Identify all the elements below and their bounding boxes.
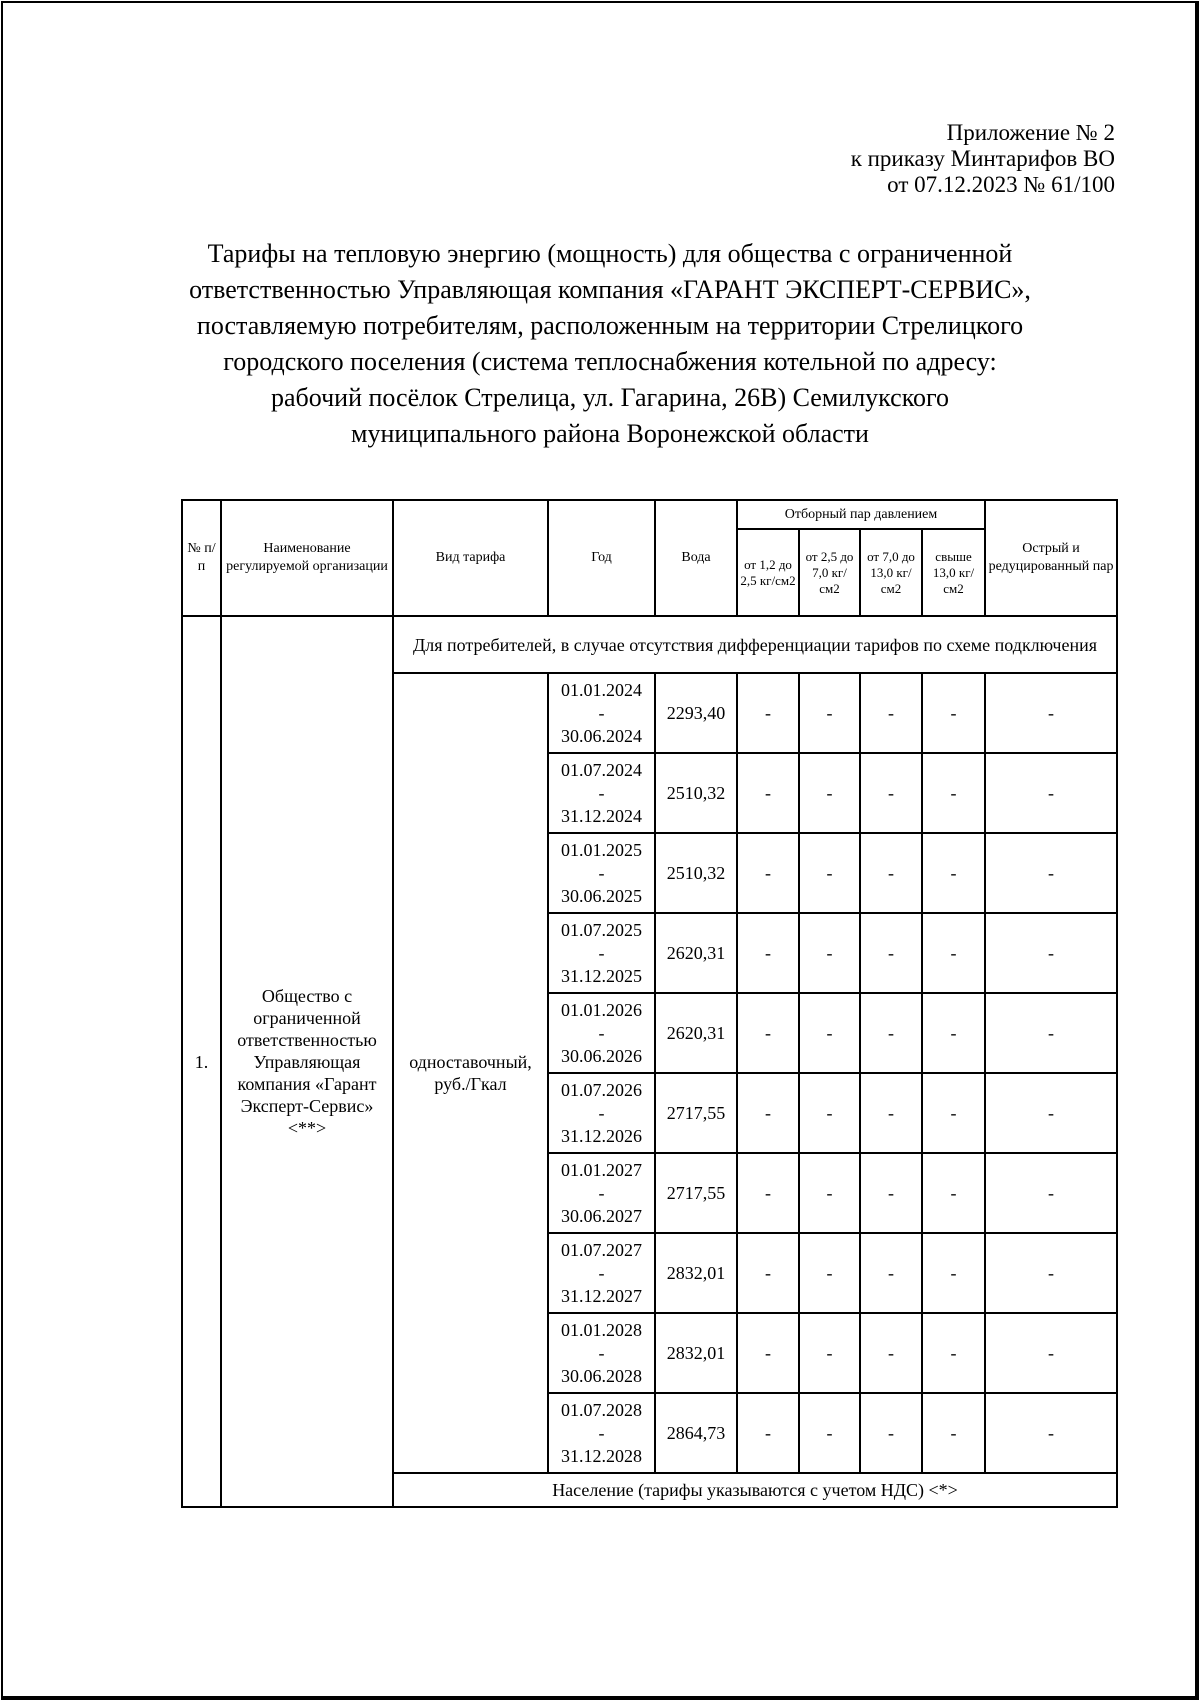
row-number: 1.	[182, 616, 221, 1507]
steam-1-value: -	[737, 1233, 799, 1313]
steam-4-value: -	[922, 753, 985, 833]
steam-3-value: -	[860, 673, 922, 753]
steam-3-value: -	[860, 1073, 922, 1153]
water-value: 2864,73	[655, 1393, 737, 1473]
sharp-steam-value: -	[985, 673, 1117, 753]
steam-2-value: -	[799, 1233, 860, 1313]
header-number: № п/п	[182, 500, 221, 616]
section-consumers: Для потребителей, в случае отсутствия дифференциации тарифов по схеме подключения	[393, 616, 1117, 673]
period-to: 30.06.2024	[561, 725, 642, 746]
steam-3-value: -	[860, 1393, 922, 1473]
sharp-steam-value: -	[985, 913, 1117, 993]
period-cell	[548, 673, 655, 753]
sharp-steam-value: -	[985, 993, 1117, 1073]
steam-3-value: -	[860, 1313, 922, 1393]
period-from: 01.01.2027	[561, 1159, 642, 1180]
title-line: муниципального района Воронежской области	[351, 419, 869, 448]
sharp-steam-value: -	[985, 1153, 1117, 1233]
appendix-line: к приказу Минтарифов ВО	[850, 146, 1115, 171]
water-value: 2717,55	[655, 1153, 737, 1233]
header-steam-3: от 7,0 до 13,0 кг/см2	[860, 529, 922, 616]
document-title	[160, 236, 1060, 452]
sharp-steam-value: -	[985, 833, 1117, 913]
period-separator: -	[598, 1102, 605, 1123]
period-to: 30.06.2027	[561, 1205, 642, 1226]
steam-1-value: -	[737, 1393, 799, 1473]
steam-3-value: -	[860, 993, 922, 1073]
steam-1-value: -	[737, 833, 799, 913]
title-line: Тарифы на тепловую энергию (мощность) для общества с ограниченной	[207, 239, 1013, 268]
period-cell	[548, 1073, 655, 1153]
period-separator: -	[598, 1422, 605, 1443]
steam-3-value: -	[860, 913, 922, 993]
period-to: 31.12.2028	[561, 1445, 642, 1466]
period-separator: -	[598, 862, 605, 883]
water-value: 2293,40	[655, 673, 737, 753]
sharp-steam-value: -	[985, 1313, 1117, 1393]
header-steam-2: от 2,5 до 7,0 кг/см2	[799, 529, 860, 616]
period-from: 01.07.2025	[561, 919, 642, 940]
water-value: 2510,32	[655, 753, 737, 833]
header-sharp-steam: Острый и редуцированный пар	[985, 500, 1117, 616]
sharp-steam-value: -	[985, 1073, 1117, 1153]
period-to: 30.06.2025	[561, 885, 642, 906]
water-value: 2832,01	[655, 1233, 737, 1313]
period-separator: -	[598, 942, 605, 963]
steam-2-value: -	[799, 993, 860, 1073]
period-from: 01.01.2024	[561, 679, 642, 700]
steam-2-value: -	[799, 753, 860, 833]
period-to: 30.06.2028	[561, 1365, 642, 1386]
period-cell	[548, 753, 655, 833]
steam-1-value: -	[737, 1073, 799, 1153]
water-value: 2620,31	[655, 993, 737, 1073]
water-value: 2717,55	[655, 1073, 737, 1153]
steam-4-value: -	[922, 1073, 985, 1153]
tariff-kind: одноставочный, руб./Гкал	[393, 673, 548, 1473]
period-from: 01.01.2025	[561, 839, 642, 860]
period-from: 01.07.2024	[561, 759, 642, 780]
header-tariff-type: Вид тарифа	[393, 500, 548, 616]
header-organization: Наименование регулируемой организации	[221, 500, 393, 616]
period-cell	[548, 1233, 655, 1313]
period-cell	[548, 913, 655, 993]
steam-1-value: -	[737, 1313, 799, 1393]
header-steam-group: Отборный пар давлением	[737, 500, 985, 529]
steam-4-value: -	[922, 913, 985, 993]
period-cell	[548, 1153, 655, 1233]
period-separator: -	[598, 1342, 605, 1363]
period-separator: -	[598, 782, 605, 803]
steam-3-value: -	[860, 1233, 922, 1313]
steam-3-value: -	[860, 833, 922, 913]
steam-4-value: -	[922, 1153, 985, 1233]
water-value: 2510,32	[655, 833, 737, 913]
steam-2-value: -	[799, 1393, 860, 1473]
tariff-table	[181, 499, 1118, 1508]
title-line: ответственностью Управляющая компания «ГАРАНТ ЭКСПЕРТ-СЕРВИС»,	[189, 275, 1031, 304]
steam-1-value: -	[737, 993, 799, 1073]
period-to: 31.12.2025	[561, 965, 642, 986]
steam-2-value: -	[799, 1073, 860, 1153]
title-line: поставляемую потребителям, расположенным на территории Стрелицкого	[196, 311, 1024, 340]
appendix-line: от 07.12.2023 № 61/100	[887, 172, 1115, 197]
header-steam-1: от 1,2 до 2,5 кг/см2	[737, 529, 799, 616]
steam-3-value: -	[860, 753, 922, 833]
period-from: 01.01.2026	[561, 999, 642, 1020]
steam-2-value: -	[799, 833, 860, 913]
section-population: Население (тарифы указываются с учетом НДС) <*>	[393, 1473, 1117, 1507]
period-separator: -	[598, 702, 605, 723]
header-year: Год	[548, 500, 655, 616]
steam-1-value: -	[737, 753, 799, 833]
title-line: городского поселения (система теплоснабжения котельной по адресу:	[223, 347, 997, 376]
period-separator: -	[598, 1022, 605, 1043]
period-from: 01.07.2028	[561, 1399, 642, 1420]
steam-2-value: -	[799, 913, 860, 993]
period-from: 01.07.2027	[561, 1239, 642, 1260]
steam-4-value: -	[922, 1393, 985, 1473]
title-line: рабочий посёлок Стрелица, ул. Гагарина, 26В) Семилукского	[270, 383, 950, 412]
steam-1-value: -	[737, 673, 799, 753]
period-separator: -	[598, 1182, 605, 1203]
header-steam-4: свыше 13,0 кг/см2	[922, 529, 985, 616]
period-to: 31.12.2024	[561, 805, 642, 826]
sharp-steam-value: -	[985, 1393, 1117, 1473]
period-separator: -	[598, 1262, 605, 1283]
appendix-line: Приложение № 2	[946, 120, 1115, 145]
water-value: 2620,31	[655, 913, 737, 993]
period-from: 01.07.2026	[561, 1079, 642, 1100]
period-to: 30.06.2026	[561, 1045, 642, 1066]
period-to: 31.12.2026	[561, 1125, 642, 1146]
water-value: 2832,01	[655, 1313, 737, 1393]
sharp-steam-value: -	[985, 1233, 1117, 1313]
steam-4-value: -	[922, 833, 985, 913]
steam-4-value: -	[922, 673, 985, 753]
steam-3-value: -	[860, 1153, 922, 1233]
header-water: Вода	[655, 500, 737, 616]
steam-1-value: -	[737, 913, 799, 993]
period-from: 01.01.2028	[561, 1319, 642, 1340]
steam-4-value: -	[922, 1313, 985, 1393]
steam-2-value: -	[799, 1153, 860, 1233]
period-cell	[548, 1393, 655, 1473]
appendix-reference	[851, 120, 1115, 198]
steam-4-value: -	[922, 1233, 985, 1313]
period-cell	[548, 1313, 655, 1393]
period-cell	[548, 993, 655, 1073]
period-cell	[548, 833, 655, 913]
period-to: 31.12.2027	[561, 1285, 642, 1306]
steam-2-value: -	[799, 673, 860, 753]
sharp-steam-value: -	[985, 753, 1117, 833]
steam-2-value: -	[799, 1313, 860, 1393]
organization-name: Общество с ограниченной ответственностью Управляющая компания «Гарант Эксперт-Сервис» <**>	[221, 616, 393, 1507]
steam-4-value: -	[922, 993, 985, 1073]
steam-1-value: -	[737, 1153, 799, 1233]
